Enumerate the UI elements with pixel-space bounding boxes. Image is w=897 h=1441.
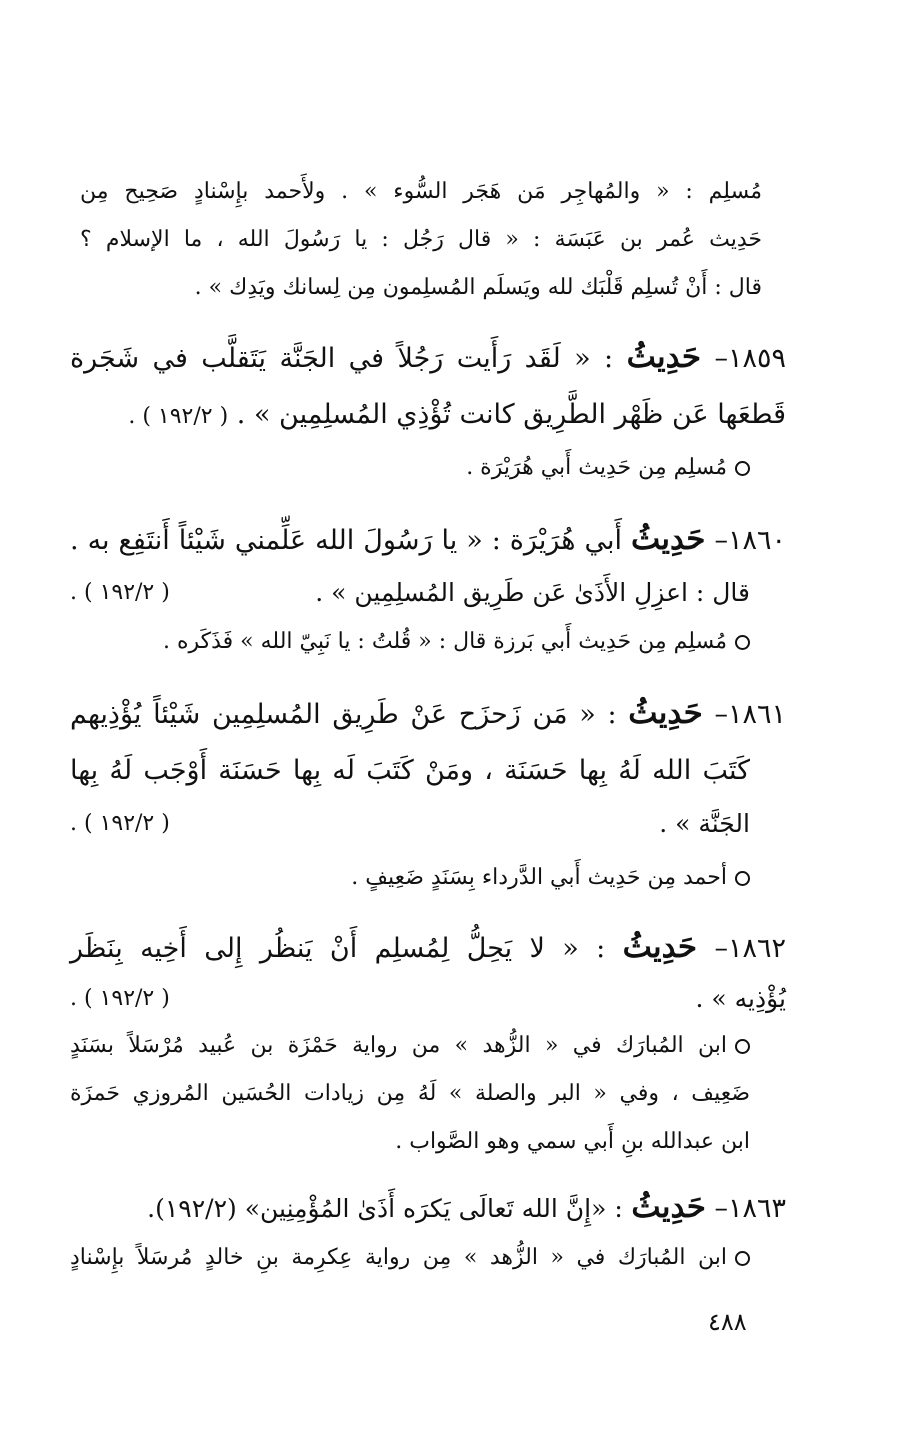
hadith-number: ١٨٦٣– xyxy=(714,1193,786,1224)
takhrij-note-line-3: ابن عبدالله بنِ أَبي سمي وهو الصَّواب . xyxy=(395,1129,750,1154)
hadith-text: قال : اعزِلِ الأَذَىٰ عَن طَرِيق المُسلِمِين » . xyxy=(315,578,750,607)
hadith-keyword: حَدِيثُ xyxy=(622,929,698,965)
hadith-line-1 xyxy=(70,510,786,568)
hadith-line-1 xyxy=(70,1180,786,1234)
circle-bullet-icon xyxy=(735,1251,750,1266)
takhrij-note: مُسلِم مِن حَدِيث أَبي هُرَيْرَة . xyxy=(70,444,786,492)
hadith-1862 xyxy=(70,918,786,1166)
hadith-line-3 xyxy=(70,800,786,848)
hadith-reference: ( ١٩٢/٢ ) . xyxy=(70,811,170,836)
hadith-reference: ( ١٩٢/٢ ) . xyxy=(128,404,229,429)
takhrij-note-line-2: ضَعِيف ، وفي « البر والصلة » لَهُ مِن زيادات الحُسَين المُروزي حَمزَة xyxy=(70,1081,750,1106)
hadith-number: ١٨٥٩– xyxy=(714,343,786,374)
page-body xyxy=(70,168,786,1282)
intro-line-3: قال : أَنْ تُسلِم قَلْبَك لله ويَسلَم المُسلِمون مِن لِسانك ويَدِك » . xyxy=(194,275,762,300)
hadith-number: ١٨٦١– xyxy=(714,699,786,730)
hadith-text: : « لَقَد رَأَيت رَجُلاً في الجَنَّة يَتَقلَّب في شَجَرة xyxy=(70,343,614,374)
hadith-text: الجَنَّة » . xyxy=(659,809,750,838)
hadith-reference: ( ١٩٢/٢ ) . xyxy=(70,986,170,1011)
intro-paragraph xyxy=(70,168,786,312)
circle-bullet-icon xyxy=(735,1039,750,1054)
hadith-number: ١٨٦٠– xyxy=(714,525,786,556)
hadith-reference: ( ١٩٢/٢ ) . xyxy=(70,580,170,605)
hadith-line-2 xyxy=(70,568,786,618)
hadith-text: يُؤْذِيه » . xyxy=(695,984,786,1013)
hadith-line-1 xyxy=(70,684,786,742)
hadith-keyword: حَدِيثُ xyxy=(626,339,702,375)
takhrij-note: أحمد مِن حَدِيث أَبي الدَّرداء بِسَنَدٍ ضَعِيفٍ . xyxy=(70,854,786,902)
hadith-1860 xyxy=(70,510,786,666)
page-number: ٤٨٨ xyxy=(708,1308,747,1336)
circle-bullet-icon xyxy=(735,635,750,650)
intro-line-1: مُسلِم : « والمُهاجِر مَن هَجَر السُّوء » . ولأَحمد بإِسْنادٍ صَحِيح مِن xyxy=(80,179,762,204)
hadith-keyword: حَدِيثُ xyxy=(631,1189,706,1225)
hadith-1863 xyxy=(70,1180,786,1282)
hadith-line-1 xyxy=(70,328,786,386)
hadith-text: : « مَن زَحزَح عَنْ طَرِيق المُسلِمِين شَيْئاً يُؤْذِيهم xyxy=(70,699,617,730)
hadith-line-2: كَتَبَ الله لَهُ بِها حَسَنَة ، ومَنْ كَتَبَ لَه بِها حَسَنَة أَوْجَب لَهُ بِها xyxy=(70,755,750,786)
hadith-1861 xyxy=(70,684,786,902)
hadith-keyword: حَدِيثُ xyxy=(628,695,703,731)
takhrij-note: ابن المُبارَك في « الزُّهد » مِن رواية عِكرِمة بنِ خالدٍ مُرسَلاً بإِسْنادٍ xyxy=(70,1234,786,1282)
circle-bullet-icon xyxy=(735,461,750,476)
takhrij-note: مُسلِم مِن حَدِيث أَبي بَرزة قال : « قُلتُ : يا نَبِيّ الله » فَذَكَره . xyxy=(70,618,786,666)
hadith-line-2 xyxy=(70,976,786,1022)
intro-line-2: حَدِيث عُمر بن عَبَسَة : « قال رَجُل : يا رَسُولَ الله ، ما الإسلام ؟ xyxy=(80,227,762,252)
hadith-text: أَبي هُرَيْرَة : « يا رَسُولَ الله عَلِّمني شَيْئاً أَنتَفِع به . xyxy=(70,525,622,556)
hadith-text: : « لا يَحِلُّ لِمُسلِم أَنْ يَنظُر إِلى أَخِيه بِنَظَر xyxy=(70,933,606,964)
hadith-line-2 xyxy=(70,386,786,444)
hadith-text: قَطعَها عَن ظَهْر الطَّرِيق كانت تُؤْذِي المُسلِمِين » . xyxy=(236,399,786,430)
hadith-line-1 xyxy=(70,918,786,976)
takhrij-note-line-1: ابن المُبارَك في « الزُّهد » من رواية حَمْزَة بن عُبيد مُرْسَلاً بسَنَدٍ xyxy=(70,1022,786,1070)
hadith-number: ١٨٦٢– xyxy=(714,933,786,964)
hadith-keyword: حَدِيثُ xyxy=(630,521,706,557)
hadith-1859 xyxy=(70,328,786,492)
hadith-text: : «إِنَّ الله تَعالَى يَكرَه أَذَىٰ المُؤْمِنِين» (١٩٢/٢). xyxy=(147,1194,623,1223)
circle-bullet-icon xyxy=(735,871,750,886)
